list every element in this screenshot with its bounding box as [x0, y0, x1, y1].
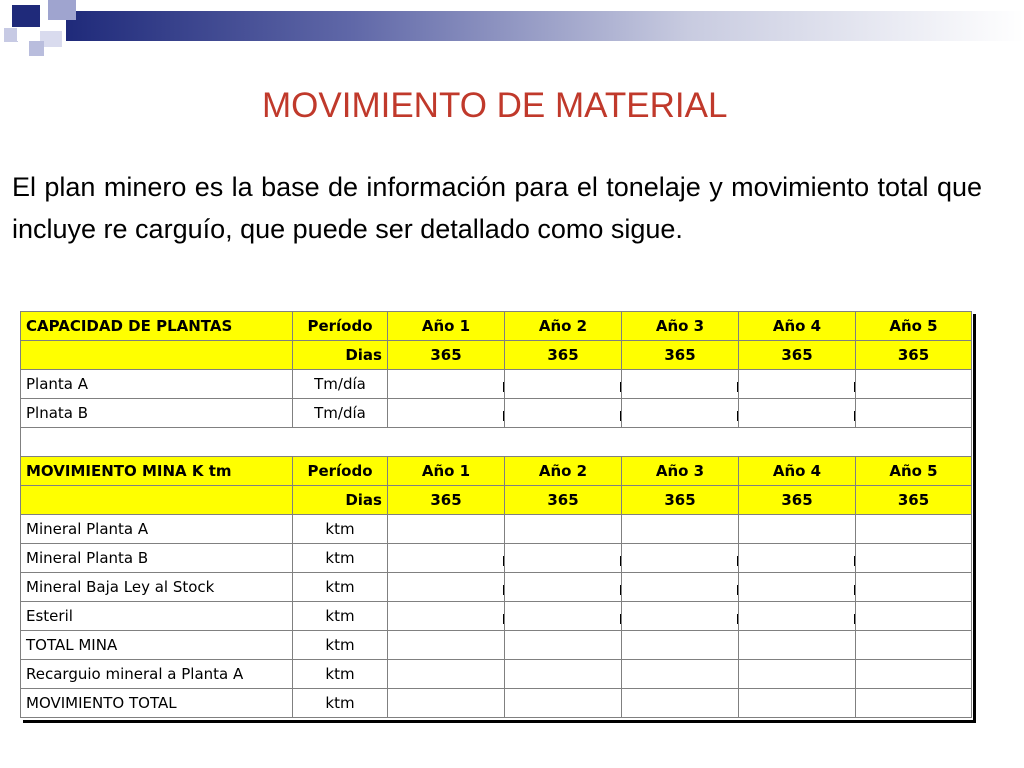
header-cell: MOVIMIENTO MINA K tm	[21, 457, 293, 486]
row-unit: ktm	[293, 631, 388, 660]
value-cell	[739, 370, 856, 399]
header-cell: Año 2	[505, 457, 622, 486]
table1-header-row	[21, 312, 972, 341]
header-cell: Período	[293, 457, 388, 486]
row-unit: Tm/día	[293, 399, 388, 428]
days-cell: 365	[739, 341, 856, 370]
value-cell	[388, 660, 505, 689]
value-cell	[739, 631, 856, 660]
table-row	[21, 631, 972, 660]
table-row	[21, 660, 972, 689]
decorative-square	[29, 41, 44, 56]
days-cell: 365	[388, 341, 505, 370]
days-cell: 365	[739, 486, 856, 515]
value-cell	[505, 515, 622, 544]
header-cell: Año 1	[388, 312, 505, 341]
table1-days-row	[21, 341, 972, 370]
row-unit: ktm	[293, 544, 388, 573]
row-label: Mineral Baja Ley al Stock	[21, 573, 293, 602]
value-cell	[622, 573, 739, 602]
value-cell	[388, 689, 505, 718]
days-cell: 365	[856, 486, 972, 515]
value-cell	[505, 660, 622, 689]
row-label: Recarguio mineral a Planta A	[21, 660, 293, 689]
days-cell: 365	[388, 486, 505, 515]
value-cell	[505, 602, 622, 631]
value-cell	[739, 573, 856, 602]
value-cell	[388, 515, 505, 544]
value-cell	[856, 399, 972, 428]
value-cell	[856, 370, 972, 399]
value-cell	[856, 602, 972, 631]
header-cell: Año 4	[739, 457, 856, 486]
row-unit: Tm/día	[293, 370, 388, 399]
material-table-container	[20, 311, 973, 720]
intro-paragraph: El plan minero es la base de información para el tonelaje y movimiento total que incluye re carguío, que puede ser detallado como sigue.	[12, 172, 982, 244]
row-label: Planta A	[21, 370, 293, 399]
material-table	[20, 311, 972, 718]
days-cell: 365	[505, 341, 622, 370]
row-label: MOVIMIENTO TOTAL	[21, 689, 293, 718]
header-cell: CAPACIDAD DE PLANTAS	[21, 312, 293, 341]
decorative-square	[17, 27, 29, 41]
value-cell	[622, 602, 739, 631]
value-cell	[505, 370, 622, 399]
value-cell	[388, 544, 505, 573]
row-unit: ktm	[293, 689, 388, 718]
value-cell	[622, 660, 739, 689]
value-cell	[856, 631, 972, 660]
table-row	[21, 689, 972, 718]
header-cell: Año 5	[856, 457, 972, 486]
value-cell	[388, 573, 505, 602]
header-cell: Año 5	[856, 312, 972, 341]
header-gradient-bar	[66, 11, 1024, 41]
value-cell	[505, 544, 622, 573]
header-cell: Año 3	[622, 457, 739, 486]
days-cell	[21, 486, 293, 515]
row-label: Plnata B	[21, 399, 293, 428]
table2-header-row	[21, 457, 972, 486]
value-cell	[739, 515, 856, 544]
header-cell: Año 1	[388, 457, 505, 486]
row-label: Mineral Planta A	[21, 515, 293, 544]
days-cell: 365	[622, 486, 739, 515]
value-cell	[622, 399, 739, 428]
value-cell	[856, 660, 972, 689]
days-cell: 365	[856, 341, 972, 370]
value-cell	[856, 515, 972, 544]
value-cell	[388, 602, 505, 631]
decorative-square	[48, 0, 76, 20]
spacer-row	[21, 428, 972, 457]
days-cell: 365	[622, 341, 739, 370]
value-cell	[622, 515, 739, 544]
value-cell	[856, 689, 972, 718]
table2-days-row	[21, 486, 972, 515]
table-row	[21, 515, 972, 544]
days-cell: Dias	[293, 341, 388, 370]
value-cell	[856, 573, 972, 602]
value-cell	[505, 399, 622, 428]
row-unit: ktm	[293, 515, 388, 544]
header-cell: Año 4	[739, 312, 856, 341]
value-cell	[739, 602, 856, 631]
slide-title: MOVIMIENTO DE MATERIAL	[262, 86, 728, 125]
value-cell	[388, 370, 505, 399]
table-row	[21, 370, 972, 399]
days-cell: Dias	[293, 486, 388, 515]
value-cell	[622, 370, 739, 399]
header-cell: Año 3	[622, 312, 739, 341]
row-label: TOTAL MINA	[21, 631, 293, 660]
value-cell	[739, 544, 856, 573]
header-cell: Año 2	[505, 312, 622, 341]
table-row	[21, 573, 972, 602]
spacer-cell	[21, 428, 972, 457]
value-cell	[505, 573, 622, 602]
value-cell	[856, 544, 972, 573]
value-cell	[505, 689, 622, 718]
header-cell: Período	[293, 312, 388, 341]
value-cell	[622, 689, 739, 718]
value-cell	[739, 660, 856, 689]
value-cell	[388, 399, 505, 428]
row-unit: ktm	[293, 573, 388, 602]
table-row	[21, 544, 972, 573]
row-label: Esteril	[21, 602, 293, 631]
table-row	[21, 399, 972, 428]
decorative-square	[4, 28, 18, 42]
value-cell	[388, 631, 505, 660]
value-cell	[622, 544, 739, 573]
table-row	[21, 602, 972, 631]
value-cell	[739, 399, 856, 428]
row-unit: ktm	[293, 660, 388, 689]
value-cell	[739, 689, 856, 718]
decorative-square	[12, 5, 40, 27]
days-cell: 365	[505, 486, 622, 515]
value-cell	[622, 631, 739, 660]
row-unit: ktm	[293, 602, 388, 631]
row-label: Mineral Planta B	[21, 544, 293, 573]
value-cell	[505, 631, 622, 660]
days-cell	[21, 341, 293, 370]
